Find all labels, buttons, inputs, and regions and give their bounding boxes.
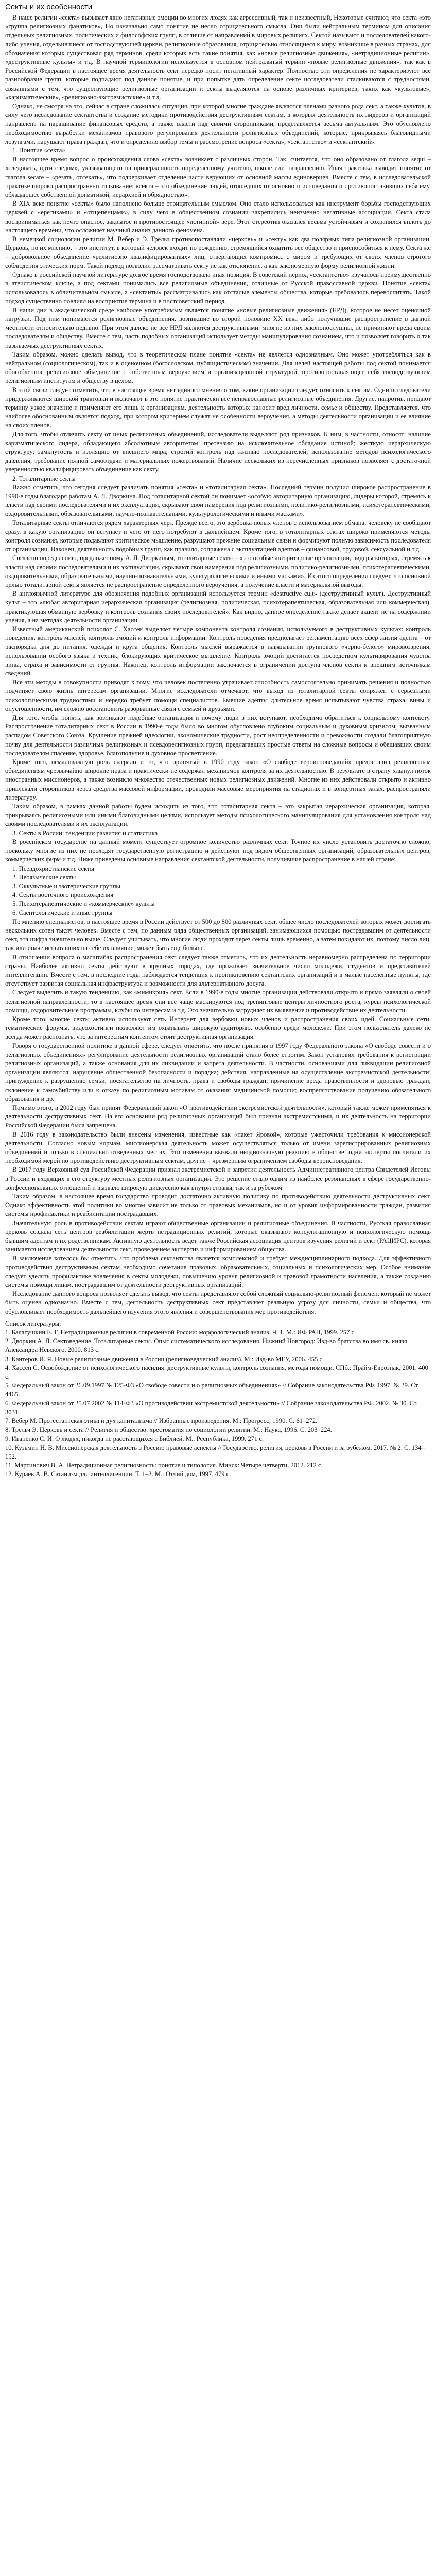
- paragraph: Известный американский психолог С. Хассен выделяет четыре компонента контроля сознания, используемого в деструктивных культах: контроль поведения, контроль мыслей, контроль эмоций и контроль информации. Контроль поведения предполагает регламентацию всех сфер жизни адепта – от распорядка дня до питания, одежды и круга общения. Контроль мыслей выражается в навязывании группового «черно-белого» мировоззрения, использовании особого языка и техник, блокирующих критическое мышление. Контроль эмоций достигается посредством культивирования чувства вины, страха и зависимости от группы. Наконец, контроль информации заключается в ограничении доступа членов секты к внешним источникам сведений.: [5, 625, 431, 677]
- reference-item: 6. Федеральный закон от 25.07.2002 № 114-ФЗ «О противодействии экстремистской деятельности» // Собрание законодательства РФ. 2002. № 30. Ст. 3031.: [5, 1399, 418, 1416]
- paragraph: В XIX веке понятие «секты» было наполнено больше отрицательным смыслом. Оно стало использоваться как инструмент борьбы господствующих церквей с «еретиками» и «отщепенцами», в силу чего в общественном сознании закрепились неизменно негативные ассоциации. Секта стала восприниматься как нечто опасное, закрытое и противостоящее «истинной» вере. Этот стереотип оказался весьма устойчивым и сохранился вплоть до настоящего времени, что осложняет научный анализ данного феномена.: [5, 200, 431, 234]
- paragraph: Для того, чтобы отличить секту от иных религиозных объединений, исследователи выделяют ряд признаков. К ним, в частности, относят: наличие харизматического лидера, обладающего абсолютным авторитетом; претензию на исключительное обладание истиной; жесткую иерархическую структуру; замкнутость и изоляцию от внешнего мира; строгий контроль над жизнью последователей; использование методов психологического давления; требование полной самоотдачи и материальных пожертвований. Наличие нескольких из перечисленных признаков позволяет с достаточной уверенностью квалифицировать объединение как секту.: [5, 430, 431, 473]
- list-item: [12, 891, 431, 900]
- paragraph: 2. Тоталитарные секты: [12, 474, 76, 482]
- paragraph: Таким образом, в настоящее время государство проводит достаточно активную политику по противодействию деятельности деструктивных сект. Однако эффективность этой политики во многом зависит не только от правовых механизмов, но и от уровня информированности граждан, развития системы профилактики и реабилитации пострадавших.: [5, 1193, 431, 1218]
- paragraph: В 2016 году в законодательство были внесены изменения, известные как «пакет Яровой», которые ужесточили требования к миссионерской деятельности. Согласно новым нормам, миссионерская деятельность может осуществляться только от имени зарегистрированных религиозных объединений и только в специально отведенных местах. Эти изменения вызвали неоднозначную реакцию в обществе: одни эксперты посчитали их необходимой мерой по противодействию деструктивным сектам, другие – чрезмерным ограничением свободы вероисповедания.: [5, 1130, 431, 1165]
- paragraph: В заключение хотелось бы отметить, что проблема сектантства является комплексной и требует междисциплинарного подхода. Для эффективного противодействия деструктивным сектам необходимо сочетание правовых, образовательных, социальных и психологических мер. Особое внимание следует уделять профилактике вовлечения в секты молодежи, повышению уровня религиозной и правовой грамотности населения, а также созданию системы помощи лицам, пострадавшим от деятельности деструктивных организаций.: [5, 1255, 431, 1289]
- paragraph: Согласно определению, предложенному А. Л. Дворкиным, тоталитарные секты – «это особые авторитарные организации, лидеры которых, стремясь к власти над своими последователями и их эксплуатации, скрывают свои намерения под религиозными, политико-религиозными, психотерапевтическими, оздоровительными, образовательными, научно-познавательными, культурологическими и иными масками». Из этого определения следует, что основной целью тоталитарной секты является не распространение определенного вероучения, а получение власти и материальной выгоды.: [5, 554, 431, 588]
- reference-item: 12. Кураев А. В. Сатанизм для интеллигенции. Т. 1–2. М.: Отчий дом, 1997. 479 с.: [5, 1470, 231, 1478]
- paragraph: Кроме того, многие секты активно используют сеть Интернет для вербовки новых членов и распространения своих идей. Социальные сети, тематические форумы, видеохостинги позволяют им охватывать широкую аудиторию, особенно среди молодежи. При этом пользователь далеко не всегда может распознать, что за интересным контентом стоит деструктивная организация.: [5, 1015, 431, 1041]
- paragraph: В 2017 году Верховный суд Российской Федерации признал экстремистской и запретил деятельность Административного центра Свидетелей Иеговы в России и входящих в его структуру местных религиозных организаций. Это решение стало одним из наиболее резонансных в сфере государственно-конфессиональных отношений и вызвало широкую дискуссию как внутри страны, так и за рубежом.: [5, 1166, 431, 1191]
- paragraph: Для того, чтобы понять, как возникают подобные организации и почему люди в них вступают, необходимо обратиться к социальному контексту. Распространение тоталитарных сект в России в 1990-е годы было во многом обусловлено глубоким социальным и духовным кризисом, вызванным распадом Советского Союза. Крушение прежней идеологии, экономические трудности, рост неопределенности и тревожности создали благоприятную почву для деятельности различных религиозных и псевдорелигиозных групп, предлагавших простые ответы на сложные вопросы и обещавших своим последователям спасение, здоровье, благополучие и духовное просветление.: [5, 714, 431, 757]
- list-item-text: 1. Псевдохристианские секты: [12, 865, 94, 872]
- paragraph: Говоря о государственной политике в данной сфере, следует отметить, что после принятия в 1997 году Федерального закона «О свободе совести и о религиозных объединениях» регулирование деятельности религиозных организаций стало более строгим. Закон установил требования к регистрации религиозных организаций, а также основания для их ликвидации и запрета деятельности. В частности, основаниями для ликвидации религиозной организации являются: нарушение общественной безопасности и порядка; действия, направленные на осуществление экстремистской деятельности; принуждение к разрушению семьи; посягательство на личность, права и свободы граждан; причинение вреда нравственности и здоровью граждан; склонение к самоубийству или к отказу по религиозным мотивам от оказания медицинской помощи; воспрепятствование получению обязательного образования и др.: [5, 1042, 431, 1103]
- paragraph: Следует выделить и такую тенденцию, как «мимикрия» сект. Если в 1990-е годы многие организации действовали открыто и прямо заявляли о своей религиозной направленности, то в настоящее время они все чаще маскируются под тренинговые центры личностного роста, курсы психологической помощи, оздоровительные программы, клубы по интересам и т.д. Это значительно затрудняет их выявление и противодействие их деятельности.: [5, 989, 431, 1014]
- list-item: [12, 909, 431, 918]
- paragraph: В настоящее время вопрос о происхождении слова «секта» возникает с различных сторон. Так, считается, что оно образовано от глагола sequi – «следовать, идти следом», указывающего на приверженность определенному учителю, школе или направлению. Иная трактовка выводит понятие от глагола secare – «резать, отсекать», что подчеркивает отделение части верующих от основной массы единоверцев. Вместе с тем, в исследовательской практике широко распространено толкование: «секта – это объединение людей, отошедших от основного исповедания и противопоставивших себя ему, обладающее собственной догматикой, иерархией и обрядностью».: [5, 156, 431, 199]
- paragraph: В наше религии «секта» вызывает явно негативные эмоции во многих людях как агрессивный, так и неизвестный, Некоторые считают, что секта «это «группа религиозных фанатиков», Но изначально само понятие не несло отрицательного смысла. Они были нейтральным термином для описания отдельных религиозных, политических и философских групп, в отличие от направлений в мировых религиях. Сектой называют и последователей какого-либо учения, отдельившиеся от господствующей церкви, религиозные образования, отрицательно относящиеся к миру, возникшие в разных странах, для обозначения которых существовал ряд терминов, среди которых есть такие понятия, как «новые религиозные движения», «нетрадиционные религии», «деструктивные культы» и т.д. В научной терминологии используется в основном нейтральный термин «новые религиозные движения», так как в Российской Федерации в настоящее время деятельность сект нередко носит негативный характер. Полностью эти определения не характеризуют все разнообразие групп, которые подпадают под данное понятие, и при попытке дать определение секте исследователи сталкиваются с трудностями, связанными с тем, что существующие религиозные организации и секты выделяются на основе различных критериев, таких как «культовые», «харизматические», «религиозно-экстремистские» и т.д.: [5, 14, 431, 101]
- list-item: [12, 865, 431, 873]
- list-item: [12, 882, 431, 891]
- reference-item: 3. Кантеров И. Я. Новые религиозные движения в России (религиоведческий анализ). М.: Изд-во МГУ, 2006. 455 с.: [5, 1355, 324, 1363]
- reference-item: 4. Хассен С. Освобождение от психологического насилия: деструктивные культы, контроль сознания, методы помощи. СПб.: Прайм-Еврознак, 2001. 400 с.: [5, 1364, 428, 1381]
- reference-item: 8. Трёльч Э. Церковь и секта // Религия и общество: хрестоматия по социологии религии. М.: Наука, 1996. С. 203–224.: [5, 1426, 332, 1434]
- paragraph: В наши дни в академической среде наиболее употребимым является понятие «новые религиозные движения» (НРД), которое не несет оценочной нагрузки. Под ним понимаются религиозные объединения, возникшие во второй половине XX века либо получившие распространение в данной местности относительно недавно. При этом далеко не все НРД являются деструктивными: многие из них законопослушны, не причиняют вреда своим последователям и обществу. Вместе с тем, часть подобных организаций использует методы манипулирования сознанием, что и позволяет говорить о так называемых деструктивных сектах.: [5, 306, 431, 349]
- paragraph: Тоталитарные секты отличаются рядом характерных черт. Прежде всего, это вербовка новых членов с использованием обмана: человеку не сообщают сразу, в какую организацию он вступает и чего от него потребуют в дальнейшем. Кроме того, в тоталитарных сектах широко применяются методы контроля сознания, которые подавляют критическое мышление, разрушают прежние социальные связи и формируют полную зависимость последователя от организации. Наконец, деятельность подобных групп, как правило, сопряжена с эксплуатацией адептов – финансовой, трудовой, сексуальной и т.д.: [5, 519, 431, 553]
- list-item: [12, 873, 431, 882]
- reference-item: 11. Мартинович В. А. Нетрадиционная религиозность: понятие и типология. Минск: Четыре четверти, 2012. 212 с.: [5, 1462, 323, 1469]
- paragraph: Однако, не смотря на это, сейчас в стране сложилась ситуация, при которой многие граждане являются членами разного рода сект, а также культов, в силу чего исследование сектантства и создание методики противодействия деструктивным сектам, в которых деятельность их лидеров и организаций направлена на наращивание финансовых средств, а также власти над своими сторонниками, представляется весьма актуальным. Это обусловлено необходимостью выработки механизмов правового регулирования деятельности религиозных объединений, которые, прикрываясь благовидными лозунгами, нарушают права граждан, что и определило выбор темы и рассмотрение вопроса «секта», «сектантство» и «сектантский».: [5, 103, 431, 145]
- references-heading: Список литературы:: [5, 1319, 61, 1327]
- list-item-text: 4. Секты восточного происхождения: [12, 891, 114, 899]
- paragraph: Таким образом, в рамках данной работы будем исходить из того, что тоталитарная секта – это закрытая иерархическая организация, которая, прикрываясь религиозными или иными благовидными целями, использует методы психологического манипулирования для установления контроля над своими последователями и их эксплуатации.: [5, 803, 431, 828]
- reference-item: 10. Кузьмин Н. В. Миссионерская деятельность в России: правовые аспекты // Государство, религия, церковь в России и за рубежом. 2017. № 2. С. 134–152.: [5, 1444, 425, 1460]
- paragraph: Однако в российской научной литературе долгое время господствовала иная позиция. В советский период «сектантство» изучалось преимущественно в атеистическом ключе, а под сектами понимались все религиозные объединения, отличные от Русской православной церкви. Понятие «секта» использовалось в обличительном смысле, а «сектанты» рассматривались как отсталые элементы общества, которые требовалось перевоспитать. Такой подход существенно повлиял на восприятие термина и в постсоветский период.: [5, 270, 431, 305]
- reference-item: 7. Вебер М. Протестантская этика и дух капитализма // Избранные произведения. М.: Прогресс, 1990. С. 61–272.: [5, 1417, 318, 1425]
- reference-item: 5. Федеральный закон от 26.09.1997 № 125-ФЗ «О свободе совести и о религиозных объединениях» // Собрание законодательства РФ. 1997. № 39. Ст. 4465.: [5, 1382, 420, 1398]
- paragraph: В российском государстве на данный момент существует огромное количество различных сект. Точное их число установить достаточно сложно, поскольку многие из них не проходят государственную регистрацию и действуют под видом общественных организаций, образовательных центров, коммерческих фирм и т.д. Ниже приведены основные направления сектантской деятельности, получившие распространение в нашей стране:: [5, 838, 431, 863]
- list-item-text: 6. Саентологические и иные группы: [12, 909, 113, 917]
- paragraph: Важно отметить, что сегодня следует различать понятия «секта» и «тоталитарная секта». Последний термин получил широкое распространение в 1990-е годы благодаря работам А. Л. Дворкина. Под тоталитарной сектой он понимает «особую авторитарную организацию, лидеры которой, стремясь к власти над своими последователями и их эксплуатации, скрывают свои намерения под религиозными, политико-религиозными, психотерапевтическими, оздоровительными, образовательными, научно-познавательными, культурологическими и иными масками».: [5, 483, 431, 518]
- paragraph: 3. Секты в России: тенденции развития и статистика: [12, 829, 158, 837]
- list-item: [12, 900, 431, 908]
- references-list: [5, 1328, 431, 1479]
- paragraph: По мнению специалистов, в настоящее время в России действует от 500 до 800 различных сект, общее число последователей которых может достигать нескольких сотен тысяч человек. Вместе с тем, по данным ряда общественных организаций, занимающихся помощью пострадавшим от деятельности сект, эта цифра значительно выше. Следует учитывать, что многие люди проходят через секты лишь временно, а затем покидают их, поэтому число лиц, так или иначе испытавших на себе их влияние, может быть еще больше.: [5, 918, 431, 952]
- paragraph: Помимо этого, в 2002 году был принят Федеральный закон «О противодействии экстремистской деятельности», который также может применяться к деятельности деструктивных сект. На его основании ряд религиозных организаций был признан экстремистскими, и их деятельность на территории Российской Федерации была запрещена.: [5, 1104, 431, 1129]
- paragraph: Значительную роль в противодействии сектам играют общественные организации и религиозные объединения. В частности, Русская православная церковь создала сеть центров реабилитации жертв нетрадиционных религий, которые оказывают консультационную и психологическую помощь бывшим адептам и их родственникам. Активную деятельность ведет также Российская ассоциация центров изучения религий и сект (РАЦИРС), которая занимается исследованием деятельности сект, проведением экспертиз и информированием общества.: [5, 1219, 431, 1253]
- reference-item: 2. Дворкин А. Л. Сектоведение. Тоталитарные секты. Опыт систематического исследования. Нижний Новгород: Изд-во братства во имя св. князя Александра Невского, 2000. 813 с.: [5, 1337, 407, 1354]
- list-item-text: 5. Психотерапевтические и «коммерческие» культы: [12, 900, 155, 908]
- reference-item: 1. Балагушкин Е. Г. Нетрадиционные религии в современной России: морфологический анализ. Ч. 1. М.: ИФ РАН, 1999. 257 с.: [5, 1329, 356, 1336]
- paragraph: В немецкой социологии религии М. Вебер и Э. Трёльч противопоставляли «церковь» и «секту» как два полярных типа религиозной организации. Церковь, по их мнению, – это институт, в который человек входит по рождению, стремящийся охватить все общество и приспособиться к нему. Секта же – добровольное объединение «религиозно квалифицированных» лиц, отвергающих компромисс с миром и требующих от своих членов строгого соблюдения этических норм. Такой подход позволил рассматривать секту не как отклонение, а как закономерную форму религиозной жизни.: [5, 235, 431, 269]
- paragraph: Таким образом, можно сделать вывод, что в теоретическом плане понятие «секта» не является однозначным. Оно может употребляться как в нейтральном (социологическом), так и в оценочном (богословском, публицистическом) значении. Для целей настоящей работы под сектой понимается обособленное религиозное объединение с собственным вероучением и организационной структурой, противопоставляющее себя господствующим религиозным институтам и обществу в целом.: [5, 350, 431, 385]
- paragraph: В англоязычной литературе для обозначения подобных организаций используется термин «destructive cult» (деструктивный культ). Деструктивный культ – это «любая авторитарная иерархическая организация (религиозная, политическая, психотерапевтическая, образовательная или коммерческая), практикующая обманную вербовку и контроль сознания своих последователей». Как видно, данное определение также делает акцент не на содержании учения, а на методах деятельности организации.: [5, 590, 431, 624]
- document-body: [5, 13, 431, 1479]
- paragraph: 1. Понятие «секта»: [12, 147, 65, 155]
- paragraph: Кроме того, немаловажную роль сыграло и то, что принятый в 1990 году закон «О свободе вероисповеданий» предоставил религиозным объединениям чрезвычайно широкие права и практически не содержал механизмов контроля за их деятельностью. В результате в страну хлынул поток иностранных миссионеров, а также возникло множество отечественных новых религиозных движений. Многие из них действовали открыто и активно привлекали сторонников через средства массовой информации, проводили массовые мероприятия на стадионах и в концертных залах, распространяли литературу.: [5, 758, 431, 801]
- section-list: [12, 865, 431, 918]
- list-item-text: 3. Оккультные и эзотерические группы: [12, 882, 120, 890]
- paragraph: Все эти методы в совокупности приводят к тому, что человек постепенно утрачивает способность самостоятельно принимать решения и полностью подчиняет свою жизнь интересам организации. Многие исследователи отмечают, что выход из тоталитарной секты сопряжен с серьезными психологическими трудностями и нередко требует помощи специалистов. Бывшие адепты длительное время испытывают чувства страха, вины и опустошенности, им сложно восстановить разорванные связи с семьей и друзьями.: [5, 679, 431, 713]
- paragraph: В отношении вопроса о масштабах распространения сект следует также отметить, что их деятельность неравномерно распределена по территории страны. Наиболее активно секты действуют в крупных городах, где проживает значительное число молодежи, студентов и представителей интеллигенции. Вместе с тем, в последние годы наблюдается тенденция к проникновению сектантских организаций и в малые населенные пункты, где отсутствует развитая социальная инфраструктура и возможности для альтернативного досуга.: [5, 953, 431, 988]
- reference-item: 9. Иваненко С. И. О людях, никогда не расстающихся с Библией. М.: Республика, 1999. 271 с.: [5, 1435, 264, 1443]
- paragraph: В этой связи следует отметить, что в настоящее время нет единого мнения о том, какие организации следует относить к сектам. Одни исследователи придерживаются широкой трактовки и включают в это понятие практически все неправославные религиозные объединения. Другие, напротив, придают термину узкое значение и применяют его лишь к организациям, деятельность которых наносит вред личности, семье и обществу. Представляется, что наиболее обоснованным является подход, при котором критерием служат не особенности вероучения, а методы деятельности организации и ее влияние на своих членов.: [5, 386, 431, 429]
- page-title: Секты и их особенности: [5, 3, 93, 11]
- list-item-text: 2. Неоязыческие секты: [12, 873, 76, 881]
- paragraph: Исследование данного вопроса позволяет сделать вывод, что секты представляют собой сложный социально-религиозный феномен, который не может быть оценен однозначно. Вместе с тем, деятельность деструктивных сект представляет реальную угрозу для личности, семьи и общества, что обусловливает необходимость дальнейшего изучения этого явления и совершенствования мер противодействия.: [5, 1290, 431, 1315]
